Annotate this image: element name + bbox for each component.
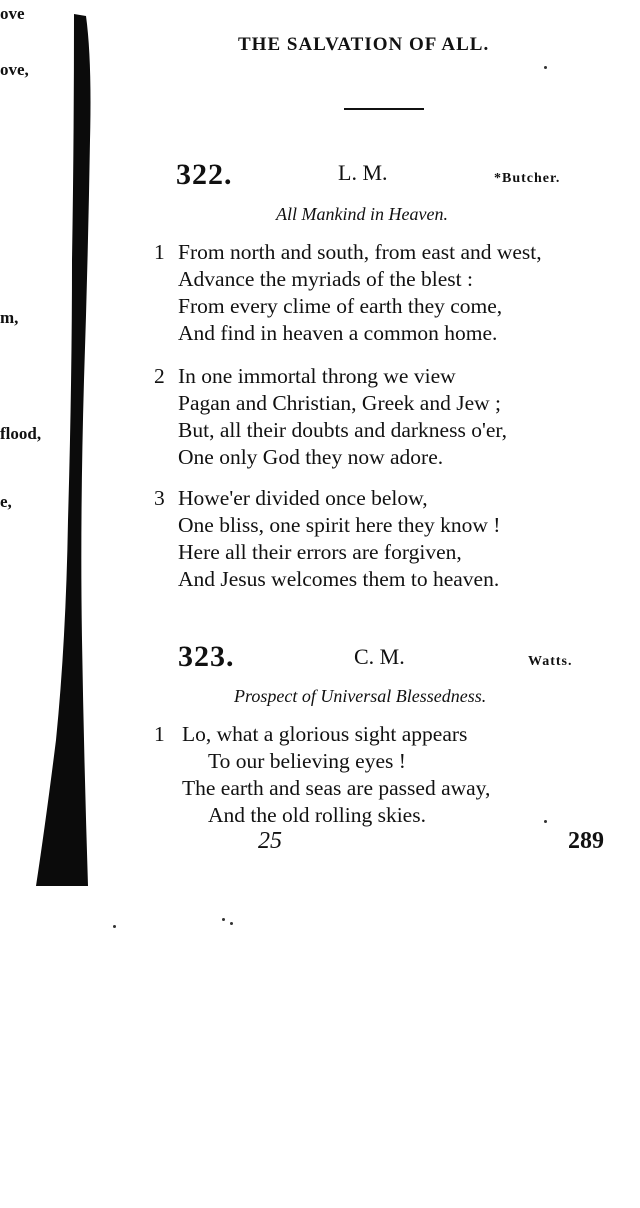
verse-line: One bliss, one spirit here they know ! [178,513,501,537]
scan-speck [222,918,225,921]
verse-line: But, all their doubts and darkness o'er, [178,418,508,442]
hymn-title: All Mankind in Heaven. [276,204,448,224]
verse-line: From every clime of earth they come, [178,294,503,318]
gutter-fragment: e, [0,492,12,511]
gutter-fragment: ove [0,4,25,23]
hymn-composer: Watts. [528,654,573,669]
verse-line: Lo, what a glorious sight appears [182,722,468,746]
scan-speck [544,66,547,69]
verse-number: 1 [154,722,165,746]
verse-line: And the old rolling skies. [208,803,426,827]
verse-line: Pagan and Christian, Greek and Jew ; [178,391,502,415]
gutter-fragment: flood, [0,424,42,443]
verse-number: 1 [154,240,165,264]
verse-line: To our believing eyes ! [208,749,406,773]
hymn-title: Prospect of Universal Blessedness. [234,686,487,706]
gutter-fragment: ove, [0,60,29,79]
verse-line: Howe'er divided once below, [178,486,428,510]
verse-line: The earth and seas are passed away, [182,776,491,800]
verse-line: And find in heaven a common home. [178,321,498,345]
verse-line: One only God they now adore. [178,445,444,469]
scan-speck [113,925,116,928]
verse-line: And Jesus welcomes them to heaven. [178,567,500,591]
hymn-meter: L. M. [338,160,388,185]
page-number: 289 [568,828,604,854]
header-rule [344,108,424,110]
hymn-meter: C. M. [354,644,405,669]
binding-edge [0,0,110,900]
scan-speck [230,922,233,925]
scan-speck [544,820,547,823]
gutter-fragment: m, [0,308,19,327]
verse-line: Here all their errors are forgiven, [178,540,462,564]
verse-line: From north and south, from east and west, [178,240,542,264]
verse-number: 3 [154,486,165,510]
running-head: THE SALVATION OF ALL. [238,34,490,55]
hymn-number: 323. [178,640,235,673]
hymn-number: 322. [176,158,233,191]
hymn-composer: *Butcher. [494,171,561,186]
verse-line: In one immortal throng we view [178,364,456,388]
verse-number: 2 [154,364,165,388]
signature-mark: 25 [258,828,282,854]
verse-line: Advance the myriads of the blest : [178,267,473,291]
